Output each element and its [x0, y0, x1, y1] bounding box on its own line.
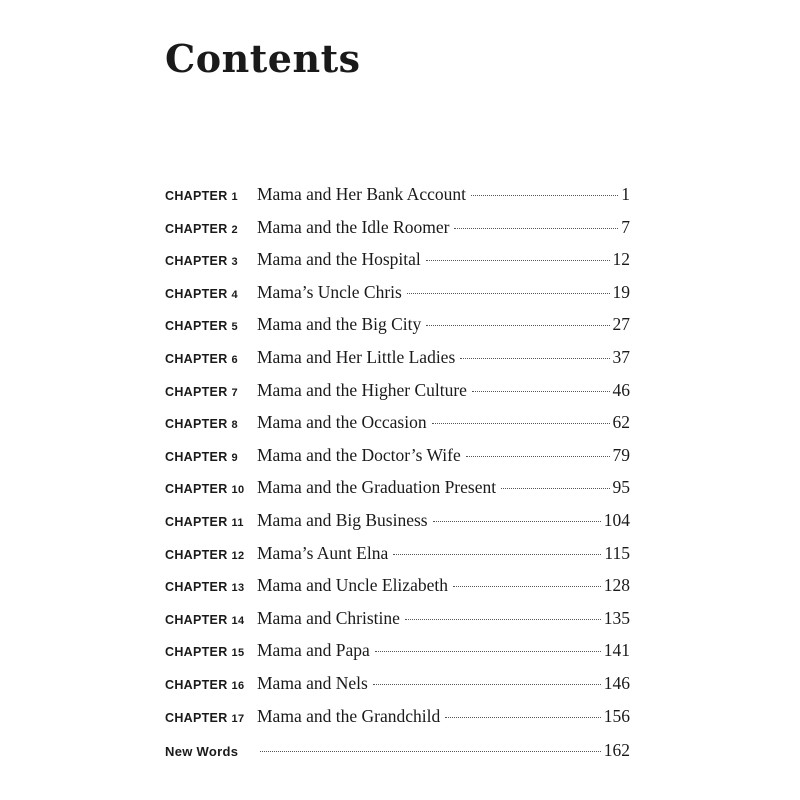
dot-leader: [471, 195, 618, 196]
chapter-title: Mama and the Idle Roomer: [257, 216, 450, 237]
dot-leader: [426, 325, 609, 326]
dot-leader: [433, 521, 601, 522]
dot-leader: [375, 651, 601, 652]
chapter-title: Mama and Her Little Ladies: [257, 346, 456, 367]
chapter-title: Mama and Her Bank Account: [257, 184, 466, 204]
page-number: 1: [621, 184, 630, 204]
page-number: 162: [603, 740, 630, 761]
toc-entry-10: [165, 477, 630, 510]
page-number: 62: [612, 412, 630, 433]
page-number: 19: [612, 281, 630, 302]
dot-leader: [426, 260, 610, 261]
chapter-label: CHAPTER 2: [165, 221, 238, 236]
chapter-label: CHAPTER 16: [165, 677, 245, 692]
chapter-title: Mama and the Big City: [257, 314, 422, 335]
toc-entry-2: [165, 217, 630, 250]
chapter-title: Mama and the Hospital: [257, 249, 421, 270]
dot-leader: [373, 684, 601, 685]
chapter-title: Mama’s Uncle Chris: [257, 281, 402, 302]
toc-entry-1: [165, 184, 630, 217]
chapter-title: Mama and Papa: [257, 640, 370, 661]
chapter-label: CHAPTER 9: [165, 449, 238, 464]
chapter-title: Mama and Christine: [257, 607, 400, 628]
page-number: 141: [603, 640, 630, 661]
page-title: Contents: [165, 36, 361, 81]
dot-leader: [445, 717, 601, 718]
dot-leader: [454, 228, 618, 229]
dot-leader: [460, 358, 609, 359]
page-number: 135: [603, 607, 630, 628]
page-number: 27: [612, 314, 630, 335]
toc-entry-14: [165, 608, 630, 641]
toc-entry-4: [165, 282, 630, 315]
chapter-label: CHAPTER 7: [165, 384, 238, 399]
toc-entry-15: [165, 640, 630, 673]
chapter-title: Mama’s Aunt Elna: [257, 542, 389, 563]
toc-entry-16: [165, 673, 630, 706]
dot-leader: [405, 619, 601, 620]
toc-entry-11: [165, 510, 630, 543]
page-number: 128: [603, 575, 630, 596]
page-number: 156: [603, 705, 630, 726]
dot-leader: [260, 751, 601, 752]
toc-entry-9: [165, 445, 630, 478]
toc-entry-13: [165, 575, 630, 608]
toc-entry-6: [165, 347, 630, 380]
chapter-title: Mama and Uncle Elizabeth: [257, 575, 448, 596]
toc-entry-7: [165, 380, 630, 413]
chapter-label: CHAPTER 1: [165, 189, 238, 203]
chapter-label: CHAPTER 3: [165, 254, 238, 269]
page-number: 7: [621, 216, 630, 237]
chapter-title: Mama and the Occasion: [257, 412, 427, 433]
page-number: 115: [604, 542, 630, 563]
new-words-label: New Words: [165, 744, 239, 760]
dot-leader: [501, 488, 609, 489]
toc-entry-new-words: [165, 740, 630, 773]
toc-entry-3: [165, 249, 630, 282]
page-number: 95: [612, 477, 630, 498]
dot-leader: [407, 293, 610, 294]
page-number: 104: [603, 509, 630, 530]
page-number: 46: [612, 379, 630, 400]
toc-entry-8: [165, 412, 630, 445]
chapter-title: Mama and the Grandchild: [257, 705, 441, 726]
toc-entry-5: [165, 314, 630, 347]
dot-leader: [393, 554, 601, 555]
toc-entry-17: [165, 706, 630, 739]
dot-leader: [453, 586, 601, 587]
chapter-title: Mama and the Doctor’s Wife: [257, 444, 461, 465]
chapter-title: Mama and the Higher Culture: [257, 379, 467, 400]
table-of-contents: [165, 184, 630, 773]
chapter-label: CHAPTER 4: [165, 286, 238, 301]
chapter-label: CHAPTER 15: [165, 645, 245, 660]
chapter-label: CHAPTER 5: [165, 319, 238, 334]
dot-leader: [466, 456, 610, 457]
chapter-label: CHAPTER 14: [165, 612, 245, 627]
chapter-label: CHAPTER 12: [165, 547, 245, 562]
chapter-label: CHAPTER 8: [165, 417, 238, 432]
chapter-label: CHAPTER 10: [165, 482, 245, 497]
chapter-label: CHAPTER 13: [165, 580, 245, 595]
chapter-label: CHAPTER 6: [165, 351, 238, 366]
chapter-title: Mama and the Graduation Present: [257, 477, 497, 498]
page-number: 12: [612, 249, 630, 270]
page-number: 79: [612, 444, 630, 465]
chapter-label: CHAPTER 17: [165, 710, 245, 725]
chapter-title: Mama and Nels: [257, 672, 368, 693]
chapter-label: CHAPTER 11: [165, 514, 244, 529]
toc-entry-12: [165, 543, 630, 576]
dot-leader: [432, 423, 610, 424]
page-number: 37: [612, 346, 630, 367]
page-number: 146: [603, 672, 630, 693]
dot-leader: [472, 391, 610, 392]
chapter-title: Mama and Big Business: [257, 509, 428, 530]
